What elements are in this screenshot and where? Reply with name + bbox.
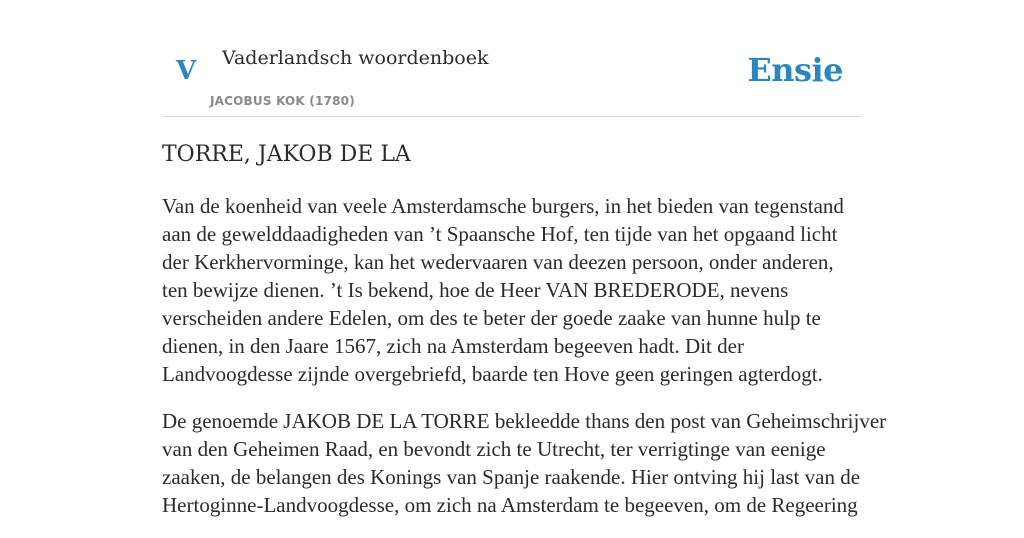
paragraph xyxy=(162,407,887,519)
text-line: Hertoginne-Landvoogdesse, om zich na Amsterdam te begeeven, om de Regeering xyxy=(162,493,858,517)
entry-title: TORRE, JAKOB DE LA xyxy=(162,142,411,167)
book-title[interactable]: Vaderlandsch woordenboek xyxy=(222,47,489,69)
text-line: der Kerkhervorminge, kan het wedervaaren van deezen persoon, onder anderen, xyxy=(162,250,834,274)
text-line: verscheiden andere Edelen, om des te beter der goede zaake van hunne hulp te xyxy=(162,306,821,330)
text-line: Van de koenheid van veele Amsterdamsche burgers, in het bieden van tegenstand xyxy=(162,194,844,218)
text-line: van den Geheimen Raad, en bevondt zich te Utrecht, ter verrigtinge van eenige xyxy=(162,437,826,461)
entry-content xyxy=(162,192,887,538)
site-logo[interactable]: Ensie xyxy=(747,51,843,89)
text-line: aan de gewelddaadigheden van ’t Spaansche Hof, ten tijde van het opgaand licht xyxy=(162,222,838,246)
text-line: De genoemde JAKOB DE LA TORRE bekleedde thans den post van Geheimschrijver xyxy=(162,409,887,433)
text-line: dienen, in den Jaare 1567, zich na Amsterdam begeeven hadt. Dit der xyxy=(162,334,744,358)
text-line: zaaken, de belangen des Konings van Spanje raakende. Hier ontving hij last van de xyxy=(162,465,861,489)
text-line: ten bewijze dienen. ’t Is bekend, hoe de Heer VAN BREDERODE, nevens xyxy=(162,278,789,302)
text-line: Landvoogdesse zijnde overgebriefd, baarde ten Hove geen geringen agterdogt. xyxy=(162,362,823,386)
paragraph xyxy=(162,192,862,388)
source-badge[interactable]: V xyxy=(176,56,197,86)
book-author: JACOBUS KOK (1780) xyxy=(210,94,355,108)
